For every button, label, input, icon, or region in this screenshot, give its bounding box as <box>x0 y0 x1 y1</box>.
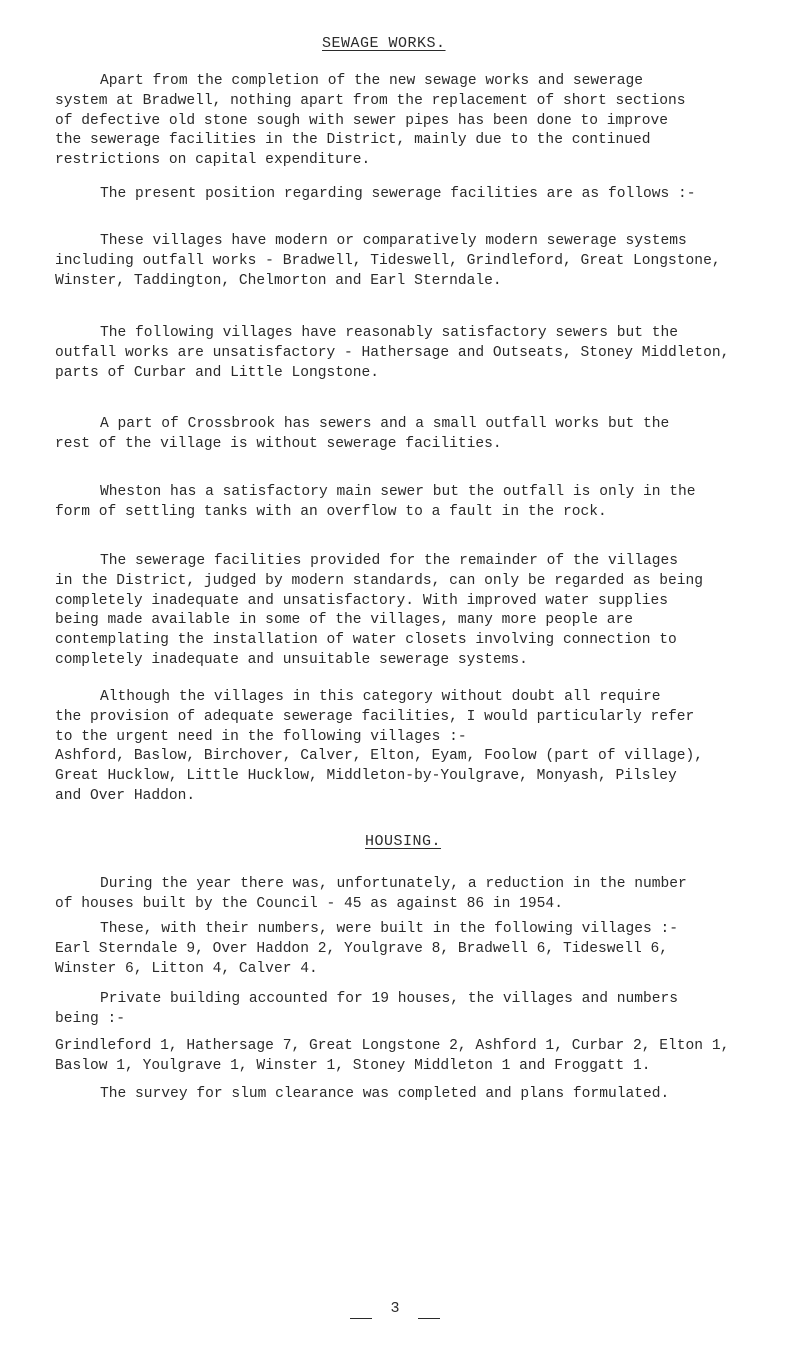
sewage-paragraph-6: Wheston has a satisfactory main sewer but the outfall is only in the form of settling tanks with an overflow to a fault in the rock. <box>55 484 696 520</box>
sewage-paragraph-7: The sewerage facilities provided for the remainder of the villages in the District, judged by modern standards, can only be regarded as being completely inadequate and unsatisfactory. With improved water supplies being made available in some of the villages, many more people are contemplating the installation of water closets involving connection to completely inadequate and unsuitable sewerage systems. <box>55 553 704 668</box>
page-number-right-rule <box>418 1318 440 1319</box>
sewage-works-heading: SEWAGE WORKS. <box>322 35 446 52</box>
page-number-left-rule <box>350 1318 372 1319</box>
housing-paragraph-3: Private building accounted for 19 houses, the villages and numbers being :- <box>55 991 679 1027</box>
sewage-paragraph-4: The following villages have reasonably satisfactory sewers but the outfall works are unsatisfactory - Hathersage and Outseats, Stoney Middleton, parts of Curbar and Little Longstone. <box>55 325 730 381</box>
housing-paragraph-5: The survey for slum clearance was completed and plans formulated. <box>100 1086 670 1102</box>
housing-paragraph-1: During the year there was, unfortunately, a reduction in the number of houses built by the Council - 45 as against 86 in 1954. <box>55 876 687 912</box>
sewage-paragraph-8: Although the villages in this category without doubt all require the provision of adequate sewerage facilities, I would particularly refer to the urgent need in the following villages :- Ashford, Baslow, Birchover, Calver, Elton, Eyam, Foolow (part of village), Great Hucklow, Little Hucklow, Middleton-by-Youlgrave, Monyash, Pilsley and Over Haddon. <box>55 689 704 804</box>
page-number <box>350 1300 440 1317</box>
page-number-value: 3 <box>390 1300 400 1317</box>
housing-heading: HOUSING. <box>365 833 442 850</box>
sewage-paragraph-3: These villages have modern or comparatively modern sewerage systems including outfall works - Bradwell, Tideswell, Grindleford, Great Longstone, Winster, Taddington, Chelmorton and Earl Sterndale. <box>55 233 721 289</box>
sewage-paragraph-1: Apart from the completion of the new sewage works and sewerage system at Bradwell, nothing apart from the replacement of short sections of defective old stone sough with sewer pipes has been done to improve the sewerage facilities in the District, mainly due to the continued restrictions on capital expenditure. <box>55 73 686 169</box>
housing-paragraph-4: Grindleford 1, Hathersage 7, Great Longstone 2, Ashford 1, Curbar 2, Elton 1, Baslow 1, Youlgrave 1, Winster 1, Stoney Middleton 1 and Froggatt 1. <box>55 1038 730 1074</box>
sewage-paragraph-5: A part of Crossbrook has sewers and a small outfall works but the rest of the village is without sewerage facilities. <box>55 416 670 452</box>
housing-paragraph-2: These, with their numbers, were built in the following villages :- Earl Sterndale 9, Over Haddon 2, Youlgrave 8, Bradwell 6, Tideswell 6, Winster 6, Litton 4, Calver 4. <box>55 921 679 977</box>
sewage-paragraph-2: The present position regarding sewerage facilities are as follows :- <box>100 186 696 202</box>
